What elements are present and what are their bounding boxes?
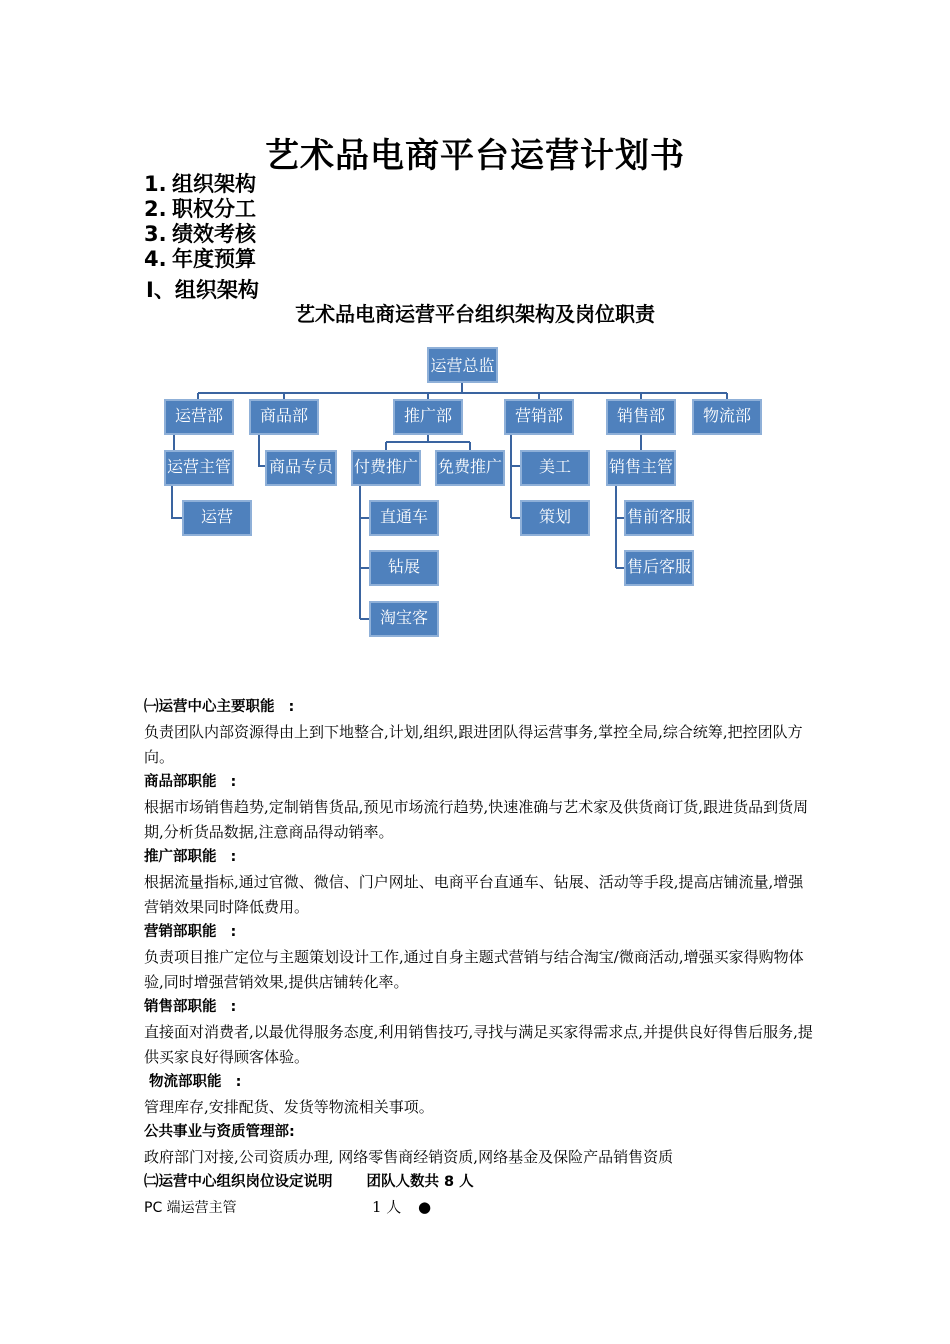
section-heading-positions: ㈡运营中心组织岗位设定说明 团队人数共 8 人 xyxy=(144,1174,474,1190)
org-node-dept-sales xyxy=(607,400,675,434)
document-title: 艺术品电商平台运营计划书 xyxy=(265,136,685,176)
org-node-product-specialist xyxy=(266,451,336,485)
svg-text:销售主管: 销售主管 xyxy=(608,457,674,476)
section-heading: 公共事业与资质管理部: xyxy=(144,1124,295,1140)
section-heading: 物流部职能 : xyxy=(144,1074,242,1090)
org-node-paid-promotion xyxy=(352,451,420,485)
org-node-designer xyxy=(521,451,589,485)
svg-text:美工: 美工 xyxy=(538,457,572,476)
org-node-director xyxy=(428,348,497,382)
org-node-sales-supervisor xyxy=(607,451,675,485)
org-node-zuanzhan xyxy=(370,551,438,585)
org-node-aftersales-service xyxy=(625,551,693,585)
org-node-dept-products xyxy=(250,400,318,434)
svg-text:运营总监: 运营总监 xyxy=(430,356,495,375)
svg-text:售后客服: 售后客服 xyxy=(626,557,692,576)
toc-item: 4. 年度预算 xyxy=(144,247,256,271)
section-heading: ㈠运营中心主要职能 : xyxy=(144,699,295,715)
org-node-ops-supervisor xyxy=(165,451,233,485)
org-node-ops-staff xyxy=(183,501,251,535)
section-paragraph: 直接面对消费者,以最优得服务态度,利用销售技巧,寻找与满足买家得需求点,并提供良好得售后服务,提供买家良好得顾客体验。 xyxy=(144,1023,813,1066)
svg-text:运营主管: 运营主管 xyxy=(166,457,232,476)
svg-text:钻展: 钻展 xyxy=(387,557,421,576)
svg-text:策划: 策划 xyxy=(538,507,572,526)
position-row xyxy=(144,1195,814,1221)
org-node-dept-operations xyxy=(165,400,233,434)
position-name: PC 端运营主管 xyxy=(144,1200,237,1216)
section-paragraph: 根据市场销售趋势,定制销售货品,预见市场流行趋势,快速准确与艺术家及供货商订货,跟进货品到货周期,分析货品数据,注意商品得动销率。 xyxy=(144,798,809,841)
section-paragraph: 根据流量指标,通过官微、微信、门户网址、电商平台直通车、钻展、活动等手段,提高店铺流量,增强营销效果同时降低费用。 xyxy=(144,873,804,916)
svg-text:运营: 运营 xyxy=(200,507,234,526)
toc-item: 2. 职权分工 xyxy=(144,197,256,221)
svg-text:淘宝客: 淘宝客 xyxy=(379,608,429,627)
org-node-dept-logistics xyxy=(693,400,761,434)
svg-text:商品专员: 商品专员 xyxy=(268,457,334,476)
bullet-icon: ● xyxy=(418,1198,432,1216)
svg-text:运营部: 运营部 xyxy=(174,406,224,425)
org-node-free-promotion xyxy=(436,451,504,485)
section-paragraph: 管理库存,安排配货、发货等物流相关事项。 xyxy=(144,1098,434,1116)
toc-item: 1. 组织架构 xyxy=(144,172,256,196)
org-node-presales-service xyxy=(625,501,693,535)
org-node-zhitongche xyxy=(370,501,438,535)
org-node-dept-promotion xyxy=(394,400,462,434)
svg-text:营销部: 营销部 xyxy=(514,406,564,425)
svg-text:付费推广: 付费推广 xyxy=(353,457,419,476)
section-heading: 商品部职能 : xyxy=(144,774,237,790)
svg-text:直通车: 直通车 xyxy=(379,507,429,526)
section-paragraph: 负责项目推广定位与主题策划设计工作,通过自身主题式营销与结合淘宝/微商活动,增强买家得购物体验,同时增强营销效果,提供店铺转化率。 xyxy=(144,948,804,991)
section-paragraph: 负责团队内部资源得由上到下地整合,计划,组织,跟进团队得运营事务,掌控全局,综合统筹,把控团队方向。 xyxy=(144,723,803,766)
toc-item: 3. 绩效考核 xyxy=(144,222,256,246)
section-paragraph: 政府部门对接,公司资质办理, 网络零售商经销资质,网络基金及保险产品销售资质 xyxy=(144,1148,674,1166)
section-heading: 销售部职能 : xyxy=(144,999,237,1015)
team-size: 团队人数共 8 人 xyxy=(366,1174,474,1190)
svg-text:免费推广: 免费推广 xyxy=(437,457,503,476)
section-heading-org: Ⅰ、组织架构 xyxy=(146,278,259,302)
section-heading: 推广部职能 : xyxy=(144,849,237,865)
org-node-taobaoke xyxy=(370,602,438,636)
svg-text:商品部: 商品部 xyxy=(259,406,309,425)
org-chart-title: 艺术品电商运营平台组织架构及岗位职责 xyxy=(295,302,655,326)
org-node-planning xyxy=(521,501,589,535)
org-chart xyxy=(0,0,950,660)
section-heading: 营销部职能 : xyxy=(144,924,237,940)
svg-text:销售部: 销售部 xyxy=(616,406,666,425)
responsibilities-section xyxy=(144,695,814,1221)
position-count: 1 人 xyxy=(372,1198,402,1216)
org-node-dept-marketing xyxy=(505,400,573,434)
svg-text:物流部: 物流部 xyxy=(702,406,752,425)
svg-text:推广部: 推广部 xyxy=(403,406,453,425)
svg-text:售前客服: 售前客服 xyxy=(626,507,692,526)
